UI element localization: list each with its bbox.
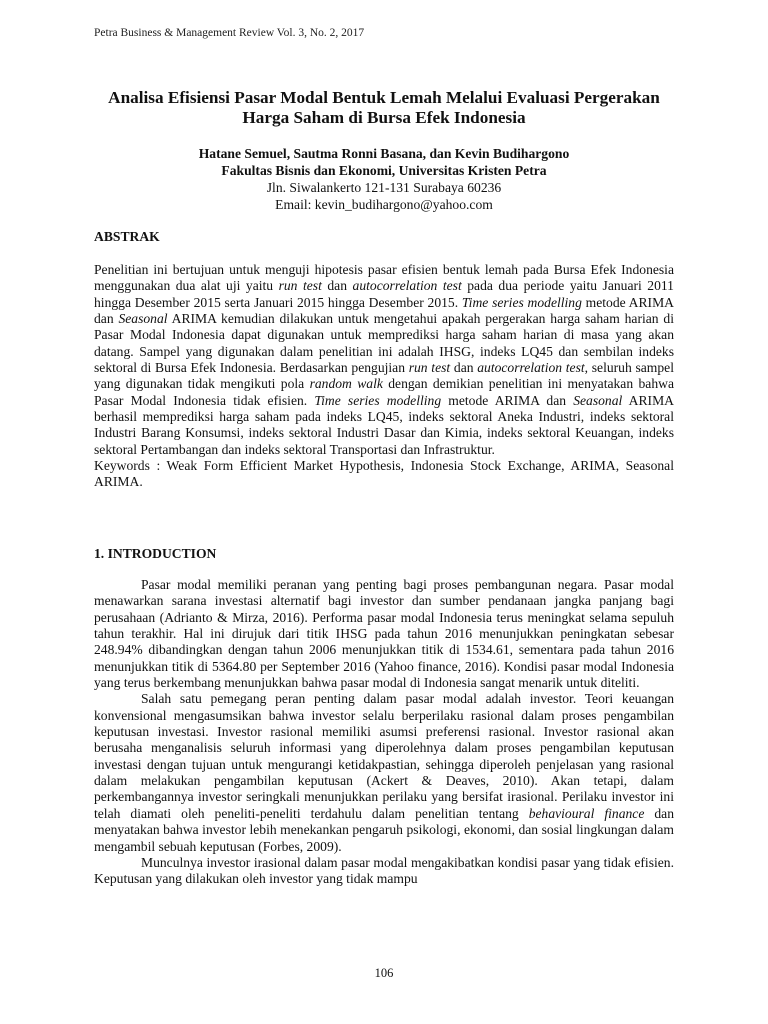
abstract-heading: ABSTRAK bbox=[94, 229, 160, 244]
title-line-1: Analisa Efisiensi Pasar Modal Bentuk Lemah Melalui Evaluasi Pergerakan bbox=[108, 88, 660, 107]
intro-paragraph-3: Munculnya investor irasional dalam pasar modal mengakibatkan kondisi pasar yang tidak efisien. Keputusan yang dilakukan oleh investor yang tidak mampu bbox=[94, 854, 674, 887]
author-address: Jln. Siwalankerto 121-131 Surabaya 60236 bbox=[266, 180, 502, 195]
page-number: 106 bbox=[374, 966, 394, 980]
introduction-body bbox=[94, 577, 674, 888]
author-names: Hatane Semuel, Sautma Ronni Basana, dan Kevin Budihargono bbox=[198, 146, 570, 161]
intro-paragraph-1: Pasar modal memiliki peranan yang penting bagi proses pembangunan negara. Pasar modal menawarkan sarana investasi alternatif bagi investor dan sumber pendanaan jangka panjang bagi perusahaan (Adrianto & Mirza, 2016). Performa pasar modal Indonesia terus meningkat selama sepuluh tahun terakhir. Hal ini dirujuk dari titik IHSG pada tahun 2016 menunjukkan peningkatan sebesar 248.94% dibandingkan dengan tahun 2006 menunjukkan titik di 1534.61, sementara pada tahun 2016 menunjukkan titik di 5364.80 per September 2016 (Yahoo finance, 2016). Kondisi pasar modal Indonesia yang terus berkembang menunjukkan bahwa pasar modal di Indonesia sangat menarik untuk diteliti. bbox=[94, 577, 674, 691]
introduction-heading: 1. INTRODUCTION bbox=[94, 546, 217, 561]
abstract-body bbox=[94, 262, 674, 491]
intro-paragraph-2: Salah satu pemegang peran penting dalam pasar modal adalah investor. Teori keuangan konvensional mengasumsikan bahwa investor selalu berperilaku rasional dalam proses pengambilan keputusan investasi. Investor rasional memiliki asumsi preferensi rasional. Investor rasional akan berusaha menganalisis seluruh informasi yang diperolehnya dalam proses pengambilan keputusan investasi dengan tujuan untuk mengurangi ketidakpastian, sehingga diperoleh penjelasan yang rasional dalam melakukan pengambilan keputusan (Ackert & Deaves, 2010). Akan tetapi, dalam perkembangannya investor seringkali menunjukkan perilaku yang bersifat irasional. Perilaku investor ini telah diamati oleh peneliti-peneliti terdahulu dalam penelitian tentang behavioural finance dan menyatakan bahwa investor lebih menekankan pengaruh psikologi, ekonomi, dan sosial lingkungan dalam mengambil sebuah keputusan (Forbes, 2009). bbox=[94, 691, 675, 854]
title-line-2: Harga Saham di Bursa Efek Indonesia bbox=[242, 108, 526, 127]
author-email: Email: kevin_budihargono@yahoo.com bbox=[275, 197, 493, 212]
author-block bbox=[60, 145, 708, 213]
running-head: Petra Business & Management Review Vol. 3, No. 2, 2017 bbox=[94, 27, 365, 39]
paper-title bbox=[60, 88, 708, 128]
abstract-paragraph: Penelitian ini bertujuan untuk menguji hipotesis pasar efisien bentuk lemah pada Bursa Efek Indonesia menggunakan dua alat uji yaitu run test dan autocorrelation test pada dua periode yaitu Januari 2011 hingga Desember 2015 serta Januari 2015 hingga Desember 2015. Time series modelling metode ARIMA dan Seasonal ARIMA kemudian dilakukan untuk mengetahui apakah pergerakan harga saham harian di Pasar Modal Indonesia dapat digunakan untuk memprediksi harga saham harian di masa yang akan datang. Sampel yang digunakan dalam penelitian ini adalah IHSG, indeks LQ45 dan sembilan indeks sektoral di Bursa Efek Indonesia. Berdasarkan pengujian run test dan autocorrelation test, seluruh sampel yang digunakan tidak mengikuti pola random walk dengan demikian penelitian ini menyatakan bahwa Pasar Modal Indonesia tidak efisien. Time series modelling metode ARIMA dan Seasonal ARIMA berhasil memprediksi harga saham pada indeks LQ45, indeks sektoral Aneka Industri, indeks sektoral Industri Barang Konsumsi, indeks sektoral Industri Dasar dan Kimia, indeks sektoral Keuangan, indeks sektoral Pertambangan dan indeks sektoral Transportasi dan Infrastruktur. bbox=[94, 262, 674, 457]
keywords: Keywords : Weak Form Efficient Market Hypothesis, Indonesia Stock Exchange, ARIMA, Seasonal ARIMA. bbox=[94, 458, 674, 490]
author-affiliation: Fakultas Bisnis dan Ekonomi, Universitas Kristen Petra bbox=[221, 163, 547, 178]
